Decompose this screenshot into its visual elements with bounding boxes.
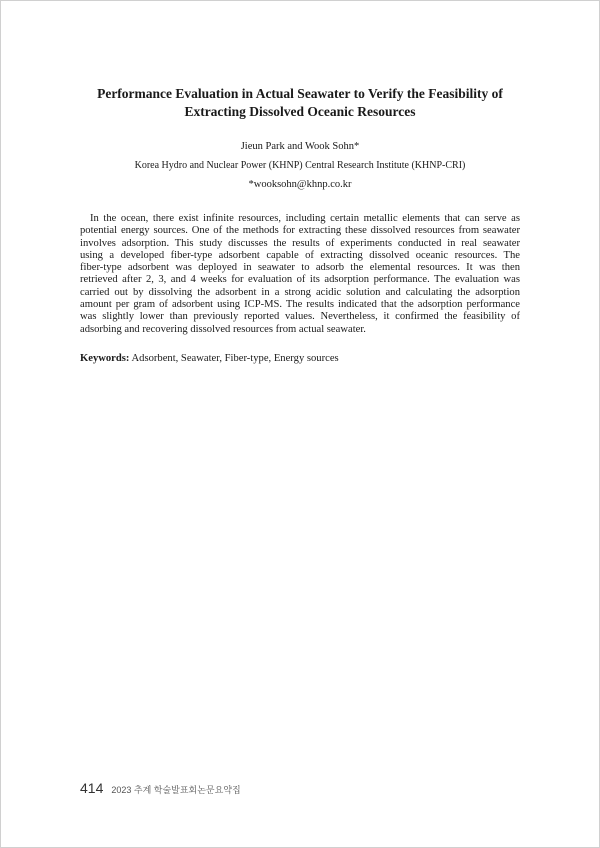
- abstract-line: carried out by dissolving the adsorbent in a strong acidic solution and calculating the adsorption: [80, 286, 520, 298]
- abstract-line: adsorbing and recovering dissolved resources from actual seawater.: [80, 323, 366, 335]
- page-footer: [80, 780, 241, 796]
- proceedings-title: 2023 추계 학술발표회논문요약집: [111, 785, 241, 795]
- abstract-line: amount per gram of adsorbent using ICP-MS. The results indicated that the adsorption performance: [80, 299, 520, 311]
- paper-title: [80, 85, 520, 121]
- abstract-line: fiber-type adsorbent was deployed in seawater to adsorb the elemental resources. It was then: [80, 262, 520, 274]
- abstract: [80, 213, 520, 336]
- abstract-line: involves adsorption. This study discusses the results of experiments conducted in real seawater: [80, 237, 520, 249]
- abstract-line: retrieved after 2, 3, and 4 weeks for evaluation of its adsorption performance. The evaluation was: [80, 274, 520, 286]
- page-number: 414: [80, 780, 104, 796]
- affiliation: Korea Hydro and Nuclear Power (KHNP) Central Research Institute (KHNP-CRI): [134, 160, 466, 171]
- abstract-line: was slightly lower than previously reported values. Nevertheless, it confirmed the feasibility of: [80, 311, 520, 323]
- keywords-label: Keywords:: [80, 353, 130, 364]
- author-email: *wooksohn@khnp.co.kr: [248, 179, 352, 190]
- abstract-line: potential energy sources. One of the methods for extracting these dissolved resources from seawater: [80, 225, 520, 237]
- keywords: [80, 352, 520, 365]
- title-line: Performance Evaluation in Actual Seawater to Verify the Feasibility of: [97, 86, 503, 101]
- abstract-line: using a developed fiber-type adsorbent capable of extracting dissolved oceanic resources. The: [80, 249, 520, 261]
- abstract-line: In the ocean, there exist infinite resources, including certain metallic elements that can serve as: [90, 213, 520, 224]
- authors: Jieun Park and Wook Sohn*: [240, 141, 360, 152]
- title-line: Extracting Dissolved Oceanic Resources: [184, 104, 416, 119]
- keywords-text: Adsorbent, Seawater, Fiber-type, Energy sources: [129, 353, 339, 364]
